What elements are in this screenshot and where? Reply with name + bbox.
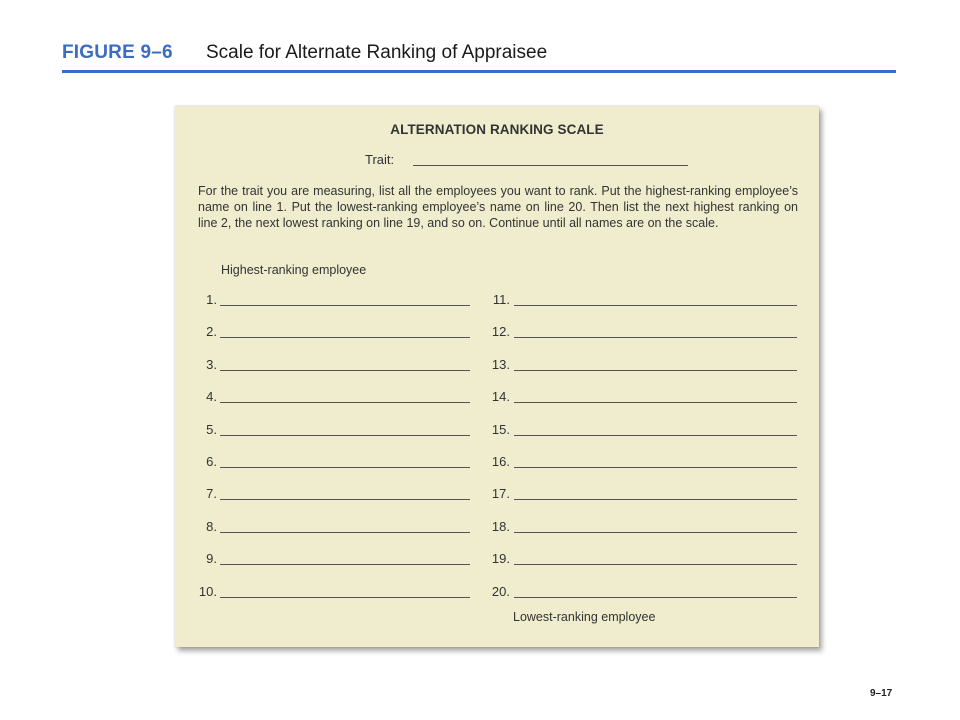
rank-number: 3. <box>206 356 217 372</box>
rank-name-line[interactable] <box>514 305 797 306</box>
rank-name-line[interactable] <box>514 435 797 436</box>
rank-number: 6. <box>206 454 217 469</box>
rank-number: 7. <box>206 486 217 502</box>
form-title: ALTERNATION RANKING SCALE <box>390 122 604 137</box>
page-number: 9–17 <box>870 688 893 699</box>
rank-number: 10. <box>198 583 217 599</box>
highest-ranking-label: Highest-ranking employee <box>221 263 367 277</box>
rank-name-line[interactable] <box>220 305 470 306</box>
trait-input-line[interactable] <box>413 165 688 166</box>
lowest-ranking-label: Lowest-ranking employee <box>513 610 656 624</box>
rank-name-line[interactable] <box>514 402 797 403</box>
form-instructions: For the trait you are measuring, list all the employees you want to rank. Put the highest-ranking employee’s name on line 1. Put the lowest-ranking employee’s name on line 20. Then list the next highest ranking on line 2, the next lowest ranking on line 19, and so on. Continue until all names are on the scale. <box>198 184 798 230</box>
rank-number: 15. <box>491 421 510 437</box>
rank-number: 11. <box>492 292 510 307</box>
slide-header <box>62 38 896 74</box>
rank-number: 18. <box>491 518 510 534</box>
rank-name-line[interactable] <box>220 467 470 468</box>
rank-number: 19. <box>491 551 510 567</box>
figure-title: Scale for Alternate Ranking of Appraisee <box>206 42 548 63</box>
rank-name-line[interactable] <box>514 370 797 371</box>
rank-number: 17. <box>491 486 510 502</box>
rank-name-line[interactable] <box>514 467 797 468</box>
rank-number: 8. <box>206 518 217 534</box>
rank-number: 14. <box>491 389 510 405</box>
rank-name-line[interactable] <box>514 597 797 598</box>
rank-name-line[interactable] <box>514 499 797 500</box>
rank-number: 5. <box>206 421 217 437</box>
rank-number: 4. <box>206 389 217 405</box>
rank-number: 1. <box>206 292 217 307</box>
rank-name-line[interactable] <box>514 564 797 565</box>
rank-number: 20. <box>491 583 510 599</box>
rank-name-line[interactable] <box>220 597 470 598</box>
trait-label: Trait: <box>365 152 395 167</box>
rank-name-line[interactable] <box>514 532 797 533</box>
rank-name-line[interactable] <box>220 402 470 403</box>
rank-number: 12. <box>491 324 510 340</box>
rank-name-line[interactable] <box>514 337 797 338</box>
header-divider <box>62 70 896 73</box>
rank-name-line[interactable] <box>220 564 470 565</box>
rank-number: 13. <box>491 356 510 372</box>
rank-name-line[interactable] <box>220 337 470 338</box>
ranking-scale-form <box>175 106 819 647</box>
figure-label: FIGURE 9–6 <box>62 42 173 63</box>
rank-name-line[interactable] <box>220 435 470 436</box>
rank-name-line[interactable] <box>220 499 470 500</box>
rank-number: 9. <box>206 551 217 567</box>
rank-name-line[interactable] <box>220 370 470 371</box>
rank-name-line[interactable] <box>220 532 470 533</box>
rank-number: 16. <box>491 454 510 469</box>
rank-number: 2. <box>206 324 217 340</box>
